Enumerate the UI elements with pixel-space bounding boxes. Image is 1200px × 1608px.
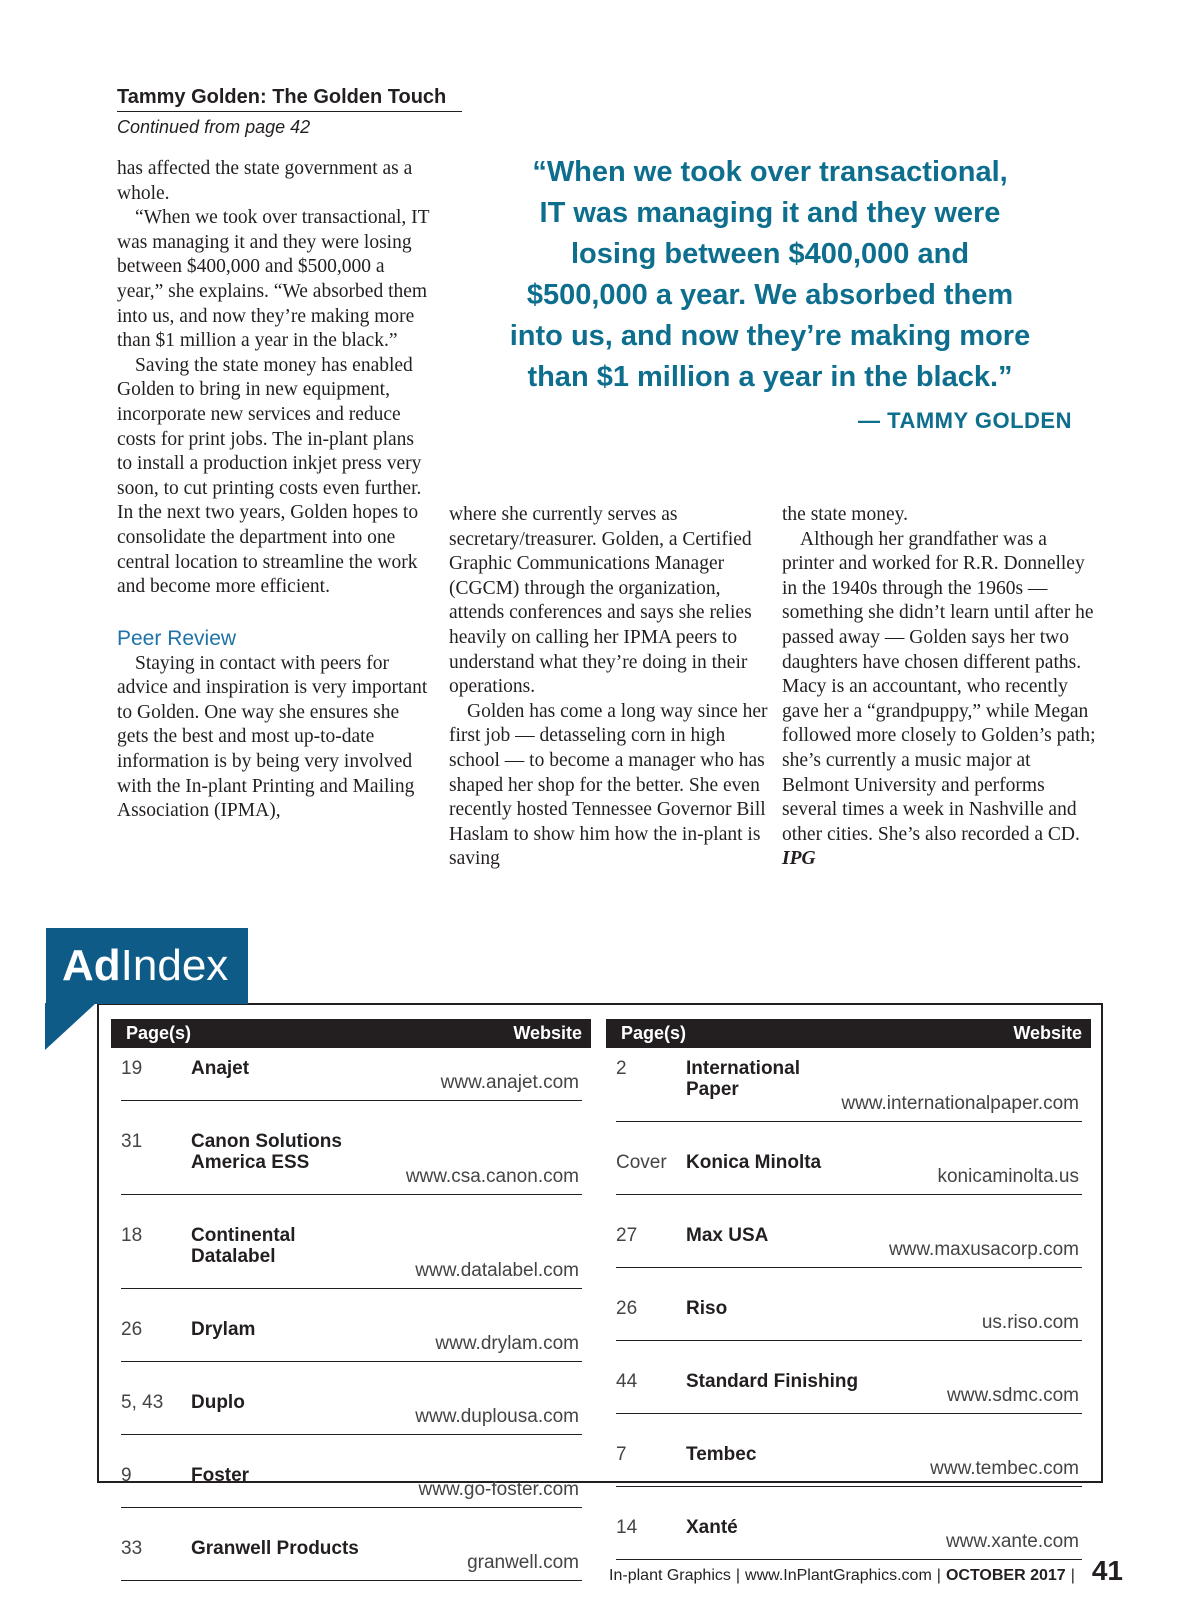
advertiser-website: www.duplousa.com: [415, 1406, 579, 1427]
ad-index-header: [606, 1019, 1091, 1048]
ad-index-row: [616, 1507, 1082, 1560]
paragraph-text: Although her grandfather was a printer and worked for R.R. Donnelley in the 1940s through the 1960s — something she didn’t learn until after he passed away — Golden says her two daughters have chosen different paths. Macy is an accountant, who recently gave her a “grandpuppy,” while Megan followed more closely to Golden’s path; she’s currently a music major at Belmont University and performs several times a week in Nashville and other cities. She’s also recorded a CD.: [782, 528, 1096, 845]
paragraph: [782, 528, 1102, 872]
pull-quote-line: IT was managing it and they were: [539, 197, 1001, 229]
advertiser-website: www.datalabel.com: [415, 1260, 579, 1281]
pull-quote-line: losing between $400,000 and: [570, 238, 970, 270]
pull-quote-author: — TAMMY GOLDEN: [858, 408, 1072, 433]
ad-page-ref: 5, 43: [121, 1392, 164, 1413]
header-website: Website: [513, 1023, 582, 1043]
header-pages: Page(s): [126, 1023, 192, 1043]
subhead-peer-review: Peer Review: [117, 626, 237, 650]
article-column-2: [449, 503, 769, 872]
ad-index-row: [616, 1434, 1082, 1487]
ad-index-title-bold: Ad: [62, 941, 121, 990]
article-column-3: [782, 503, 1102, 872]
footer-separator: |: [1070, 1567, 1075, 1584]
pull-quote-line: $500,000 a year. We absorbed them: [526, 279, 1014, 311]
page-footer: [609, 1555, 1123, 1587]
footer-separator: |: [936, 1567, 941, 1584]
ad-page-ref: 44: [616, 1371, 638, 1392]
ad-page-ref: 27: [616, 1225, 638, 1246]
footer-separator: |: [735, 1567, 741, 1584]
pull-quote: [470, 152, 1070, 398]
article-column-1: [117, 157, 433, 824]
ad-page-ref: 31: [121, 1131, 143, 1152]
advertiser-website: www.csa.canon.com: [405, 1166, 579, 1187]
continued-note: Continued from page 42: [117, 117, 311, 137]
header-website: Website: [1013, 1023, 1082, 1043]
header-pages: Page(s): [621, 1023, 687, 1043]
advertiser-website: www.maxusacorp.com: [888, 1239, 1079, 1260]
ad-index-header: [111, 1019, 591, 1048]
advertiser-website: www.sdmc.com: [947, 1385, 1079, 1406]
advertiser-name: Duplo: [191, 1392, 245, 1413]
ad-page-ref: 14: [616, 1517, 638, 1538]
pull-quote-line: “When we took over transactional,: [532, 156, 1008, 188]
ad-index-table-right: [606, 1019, 1091, 1560]
advertiser-website: www.internationalpaper.com: [841, 1093, 1079, 1114]
pull-quote-line: into us, and now they’re making more: [509, 320, 1031, 352]
advertiser-website: granwell.com: [467, 1552, 579, 1573]
advertiser-name: Tembec: [686, 1444, 757, 1465]
ad-index-row: [121, 1048, 582, 1101]
advertiser-name: Foster: [191, 1465, 250, 1486]
advertiser-website: www.tembec.com: [930, 1458, 1079, 1479]
advertiser-name: International Paper: [686, 1058, 801, 1100]
ad-page-ref: 33: [121, 1538, 143, 1559]
ad-index-row: [121, 1215, 582, 1289]
advertiser-website: www.go-foster.com: [418, 1479, 579, 1500]
ad-page-ref: 19: [121, 1058, 143, 1079]
ad-page-ref: Cover: [616, 1152, 667, 1173]
advertiser-name: Drylam: [191, 1319, 256, 1340]
advertiser-name: Continental Datalabel: [191, 1225, 296, 1267]
paragraph: Golden has come a long way since her first job — detasseling corn in high school — to become a manager who has shaped her shop for the better. She even recently hosted Tennessee Governor Bill Haslam to show him how the in-plant is saving: [449, 700, 768, 870]
ad-page-ref: 7: [616, 1444, 627, 1465]
advertiser-website: konicaminolta.us: [937, 1166, 1079, 1187]
paragraph: “When we took over transactional, IT was managing it and they were losing between $400,000 and $500,000 a year,” she explains. “We absorbed them into us, and now they’re making more than $1 million a year in the black.”: [117, 207, 430, 352]
advertiser-name: Anajet: [191, 1058, 250, 1079]
advertiser-name: Canon Solutions America ESS: [191, 1131, 342, 1173]
advertiser-name: Riso: [686, 1298, 728, 1319]
ad-index-row: [616, 1215, 1082, 1268]
footer-date: OCTOBER 2017: [945, 1567, 1066, 1584]
ad-index-row: [616, 1142, 1082, 1195]
ad-page-ref: 18: [121, 1225, 143, 1246]
advertiser-name: Standard Finishing: [686, 1371, 859, 1392]
ad-index-row: [121, 1382, 582, 1435]
ad-index-row: [121, 1309, 582, 1362]
end-sign: IPG: [782, 848, 816, 870]
advertiser-website: us.riso.com: [981, 1312, 1079, 1333]
ad-index-title-rest: Index: [120, 941, 229, 990]
ad-index-row: [616, 1288, 1082, 1341]
pull-quote-line: than $1 million a year in the black.”: [527, 361, 1013, 393]
ad-page-ref: 26: [121, 1319, 143, 1340]
advertiser-name: Xanté: [686, 1517, 738, 1538]
ad-index-rows: [111, 1048, 591, 1581]
ad-page-ref: 2: [616, 1058, 627, 1079]
ad-index-title: [46, 928, 248, 1004]
ad-index-tab-fold: [45, 1003, 96, 1050]
advertiser-website: www.drylam.com: [435, 1333, 579, 1354]
advertiser-name: Konica Minolta: [686, 1152, 822, 1173]
footer-website: www.InPlantGraphics.com: [745, 1567, 932, 1584]
ad-index-table-left: [111, 1019, 591, 1581]
advertiser-name: Max USA: [686, 1225, 769, 1246]
article-title: Tammy Golden: The Golden Touch: [117, 86, 462, 112]
ad-index-row: [616, 1361, 1082, 1414]
page-number: 41: [1091, 1555, 1123, 1586]
paragraph: Staying in contact with peers for advice and inspiration is very important to Golden. One way she ensures she gets the best and most up-to-date information is by being very involved with the In-plant Printing and Mailing Association (IPMA),: [117, 652, 428, 822]
paragraph: where she currently serves as secretary/treasurer. Golden, a Certified Graphic Communications Manager (CGCM) through the organization, attends conferences and says she relies heavily on calling her IPMA peers to understand what they’re doing in their operations.: [449, 504, 752, 698]
paragraph: has affected the state government as a whole.: [117, 158, 413, 204]
paragraph: Saving the state money has enabled Golden to bring in new equipment, incorporate new services and reduce costs for print jobs. The in-plant plans to install a production inkjet press very soon, to cut printing costs even further. In the next two years, Golden hopes to consolidate the department into one central location to streamline the work and become more efficient.: [117, 354, 422, 598]
ad-page-ref: 9: [121, 1465, 132, 1486]
advertiser-website: www.xante.com: [945, 1531, 1079, 1552]
ad-index-row: [121, 1121, 582, 1195]
footer-publication: In-plant Graphics: [609, 1567, 731, 1584]
ad-index-row: [121, 1455, 582, 1508]
ad-index-rows: [606, 1048, 1091, 1560]
paragraph: the state money.: [782, 504, 908, 525]
ad-index-row: [616, 1048, 1082, 1122]
advertiser-name: Granwell Products: [191, 1538, 359, 1559]
ad-page-ref: 26: [616, 1298, 638, 1319]
advertiser-website: www.anajet.com: [440, 1072, 579, 1093]
ad-index-row: [121, 1528, 582, 1581]
